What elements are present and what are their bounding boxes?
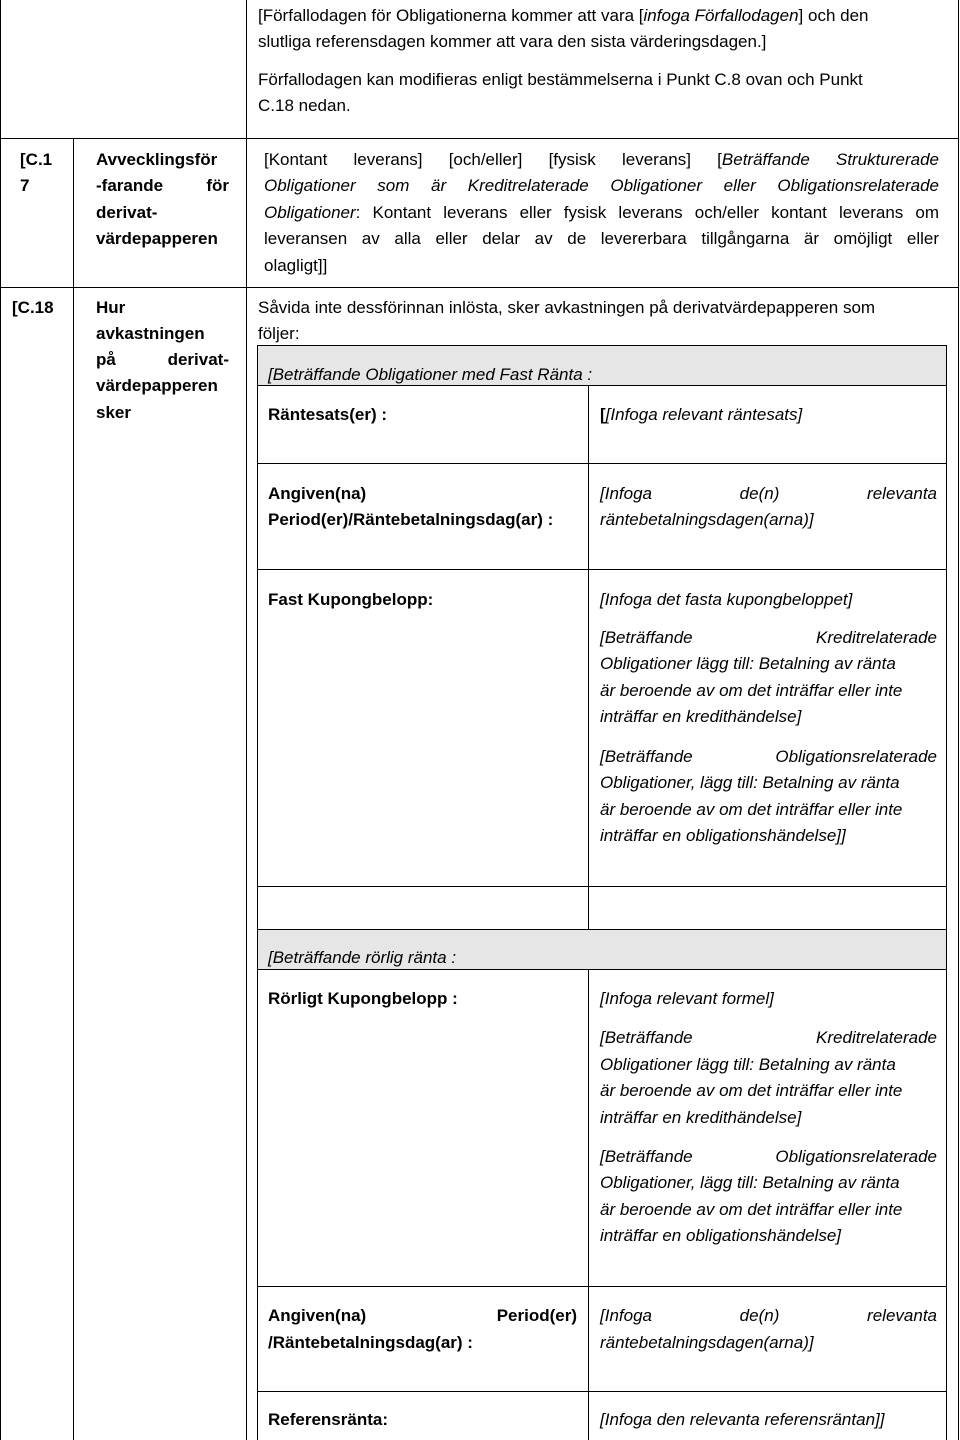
row-c18-title-3: på derivat- <box>96 350 229 369</box>
row-c17-body-1-italic: Beträffande Strukturerade <box>721 150 939 169</box>
row-c17-body-1-text: [Kontant leverans] [och/eller] [fysisk leverans] [ <box>264 150 722 169</box>
fixed-credit-line-2: Obligationer lägg till: Betalning av ränta <box>600 654 896 673</box>
table-border-right <box>958 0 959 1440</box>
floating-credit-line-4: inträffar en kredithändelse] <box>600 1108 802 1127</box>
row-c18-intro-1: Såvida inte dessförinnan inlösta, sker avkastningen på derivatvärdepapperen som <box>258 298 876 317</box>
row-c17-number-a: [C.1 <box>20 150 53 169</box>
floating-period-label-2: /Räntebetalningsdag(ar) : <box>268 1333 473 1352</box>
inner-row-div-3 <box>257 886 947 887</box>
inner-left-border-2 <box>257 929 258 1440</box>
floating-period-value-1: [Infoga de(n) relevanta <box>600 1306 937 1325</box>
floating-bond-line-2: Obligationer, lägg till: Betalning av ränta <box>600 1173 900 1192</box>
table-row-divider-c18 <box>0 287 959 288</box>
fixed-heading: [Beträffande Obligationer med Fast Ränta : <box>268 365 593 384</box>
floating-period-label-1: Angiven(na) Period(er) <box>268 1306 577 1325</box>
inner-left-border <box>257 345 258 929</box>
fixed-period-label-2: Period(er)/Räntebetalningsdag(ar) : <box>268 510 554 529</box>
floating-bond-line-4: inträffar en obligationshändelse] <box>600 1226 841 1245</box>
inner-right-border-2 <box>946 929 947 1440</box>
inner-row-div-2 <box>257 569 947 570</box>
row-c17-title-3: derivat- <box>96 203 158 222</box>
inner-col-divider-b <box>588 969 589 1440</box>
intro-text: [Förfallodagen för Obligationerna kommer att vara [ <box>258 6 644 25</box>
inner-row-div-1 <box>257 463 947 464</box>
fixed-credit-line-4: inträffar en kredithändelse] <box>600 707 802 726</box>
table-col-divider-1 <box>73 138 74 1440</box>
row-c18-title-2: avkastningen <box>96 324 205 343</box>
inner-row-div-5 <box>257 1391 947 1392</box>
intro-text-end: ] och den <box>798 6 869 25</box>
row-c17-body-2: Obligationer som är Kreditrelaterade Obligationer eller Obligationsrelaterade <box>264 176 939 195</box>
intro-line-4: C.18 nedan. <box>258 96 351 115</box>
row-c17-title-2: -farande för <box>96 176 229 195</box>
intro-line-2: slutliga referensdagen kommer att vara den sista värderingsdagen.] <box>258 32 767 51</box>
floating-period-value-2: räntebetalningsdagen(arna)] <box>600 1333 814 1352</box>
row-c17-body-4: leveransen av alla eller delar av de levererbara tillgångarna är omöjligt eller <box>264 229 939 248</box>
table-border-left <box>0 0 1 1440</box>
table-col-divider-2 <box>246 0 247 1440</box>
inner-right-border <box>946 345 947 929</box>
fixed-coupon-value: [Infoga det fasta kupongbeloppet] <box>600 590 853 609</box>
fixed-bond-line-3: är beroende av om det inträffar eller inte <box>600 800 903 819</box>
intro-line-3: Förfallodagen kan modifieras enligt bestämmelserna i Punkt C.8 ovan och Punkt <box>258 70 863 89</box>
fixed-bond-line-4: inträffar en obligationshändelse]] <box>600 826 846 845</box>
row-c17-body-3-text: : Kontant leverans eller fysisk leverans och/eller kontant leverans om <box>355 203 939 222</box>
fixed-coupon-label: Fast Kupongbelopp: <box>268 590 434 609</box>
fixed-rate-label: Räntesats(er) : <box>268 405 388 424</box>
row-c17-title-1: Avvecklingsför <box>96 150 218 169</box>
inner-row-div-4 <box>257 1286 947 1287</box>
row-c17-title-4: värdepapperen <box>96 229 218 248</box>
floating-coupon-label: Rörligt Kupongbelopp : <box>268 989 458 1008</box>
row-c17-body-5: olagligt]] <box>264 256 328 275</box>
row-c18-title-5: sker <box>96 403 131 422</box>
row-c18-title-1: Hur <box>96 298 126 317</box>
floating-heading: [Beträffande rörlig ränta : <box>268 948 457 967</box>
inner-floating-top <box>257 929 947 930</box>
fixed-bond-line-2: Obligationer, lägg till: Betalning av ränta <box>600 773 900 792</box>
fixed-bond-line-1: [Beträffande Obligationsrelaterade <box>600 747 937 766</box>
fixed-period-value-1: [Infoga de(n) relevanta <box>600 484 937 503</box>
row-c17-body-3-italic: Obligationer <box>264 203 356 222</box>
fixed-period-label-1: Angiven(na) <box>268 484 367 503</box>
fixed-rate-value-text: [Infoga relevant räntesats] <box>605 405 803 424</box>
intro-italic: infoga Förfallodagen <box>643 6 799 25</box>
floating-credit-line-1: [Beträffande Kreditrelaterade <box>600 1028 937 1047</box>
floating-ref-value: [Infoga den relevanta referensräntan]] <box>600 1410 885 1429</box>
row-c17-number-b: 7 <box>20 176 30 195</box>
row-c17-body-3 <box>264 200 939 226</box>
fixed-credit-line-1: [Beträffande Kreditrelaterade <box>600 628 937 647</box>
row-c18-title-4: värdepapperen <box>96 376 218 395</box>
floating-credit-line-2: Obligationer lägg till: Betalning av ränta <box>600 1055 896 1074</box>
inner-col-divider-a <box>588 385 589 929</box>
row-c18-number: [C.18 <box>12 298 54 317</box>
floating-bond-line-1: [Beträffande Obligationsrelaterade <box>600 1147 937 1166</box>
fixed-credit-line-3: är beroende av om det inträffar eller inte <box>600 681 903 700</box>
row-c17-body-1 <box>264 147 939 173</box>
inner-fixed-top <box>257 345 947 346</box>
row-c18-intro-2: följer: <box>258 324 300 343</box>
floating-bond-line-3: är beroende av om det inträffar eller inte <box>600 1200 903 1219</box>
intro-line-1 <box>258 3 869 29</box>
fixed-period-value-2: räntebetalningsdagen(arna)] <box>600 510 814 529</box>
floating-credit-line-3: är beroende av om det inträffar eller inte <box>600 1081 903 1100</box>
floating-ref-label: Referensränta: <box>268 1410 388 1429</box>
fixed-rate-value: [[Infoga relevant räntesats] <box>600 405 803 424</box>
floating-coupon-value: [Infoga relevant formel] <box>600 989 774 1008</box>
table-row-divider-top <box>0 138 959 139</box>
